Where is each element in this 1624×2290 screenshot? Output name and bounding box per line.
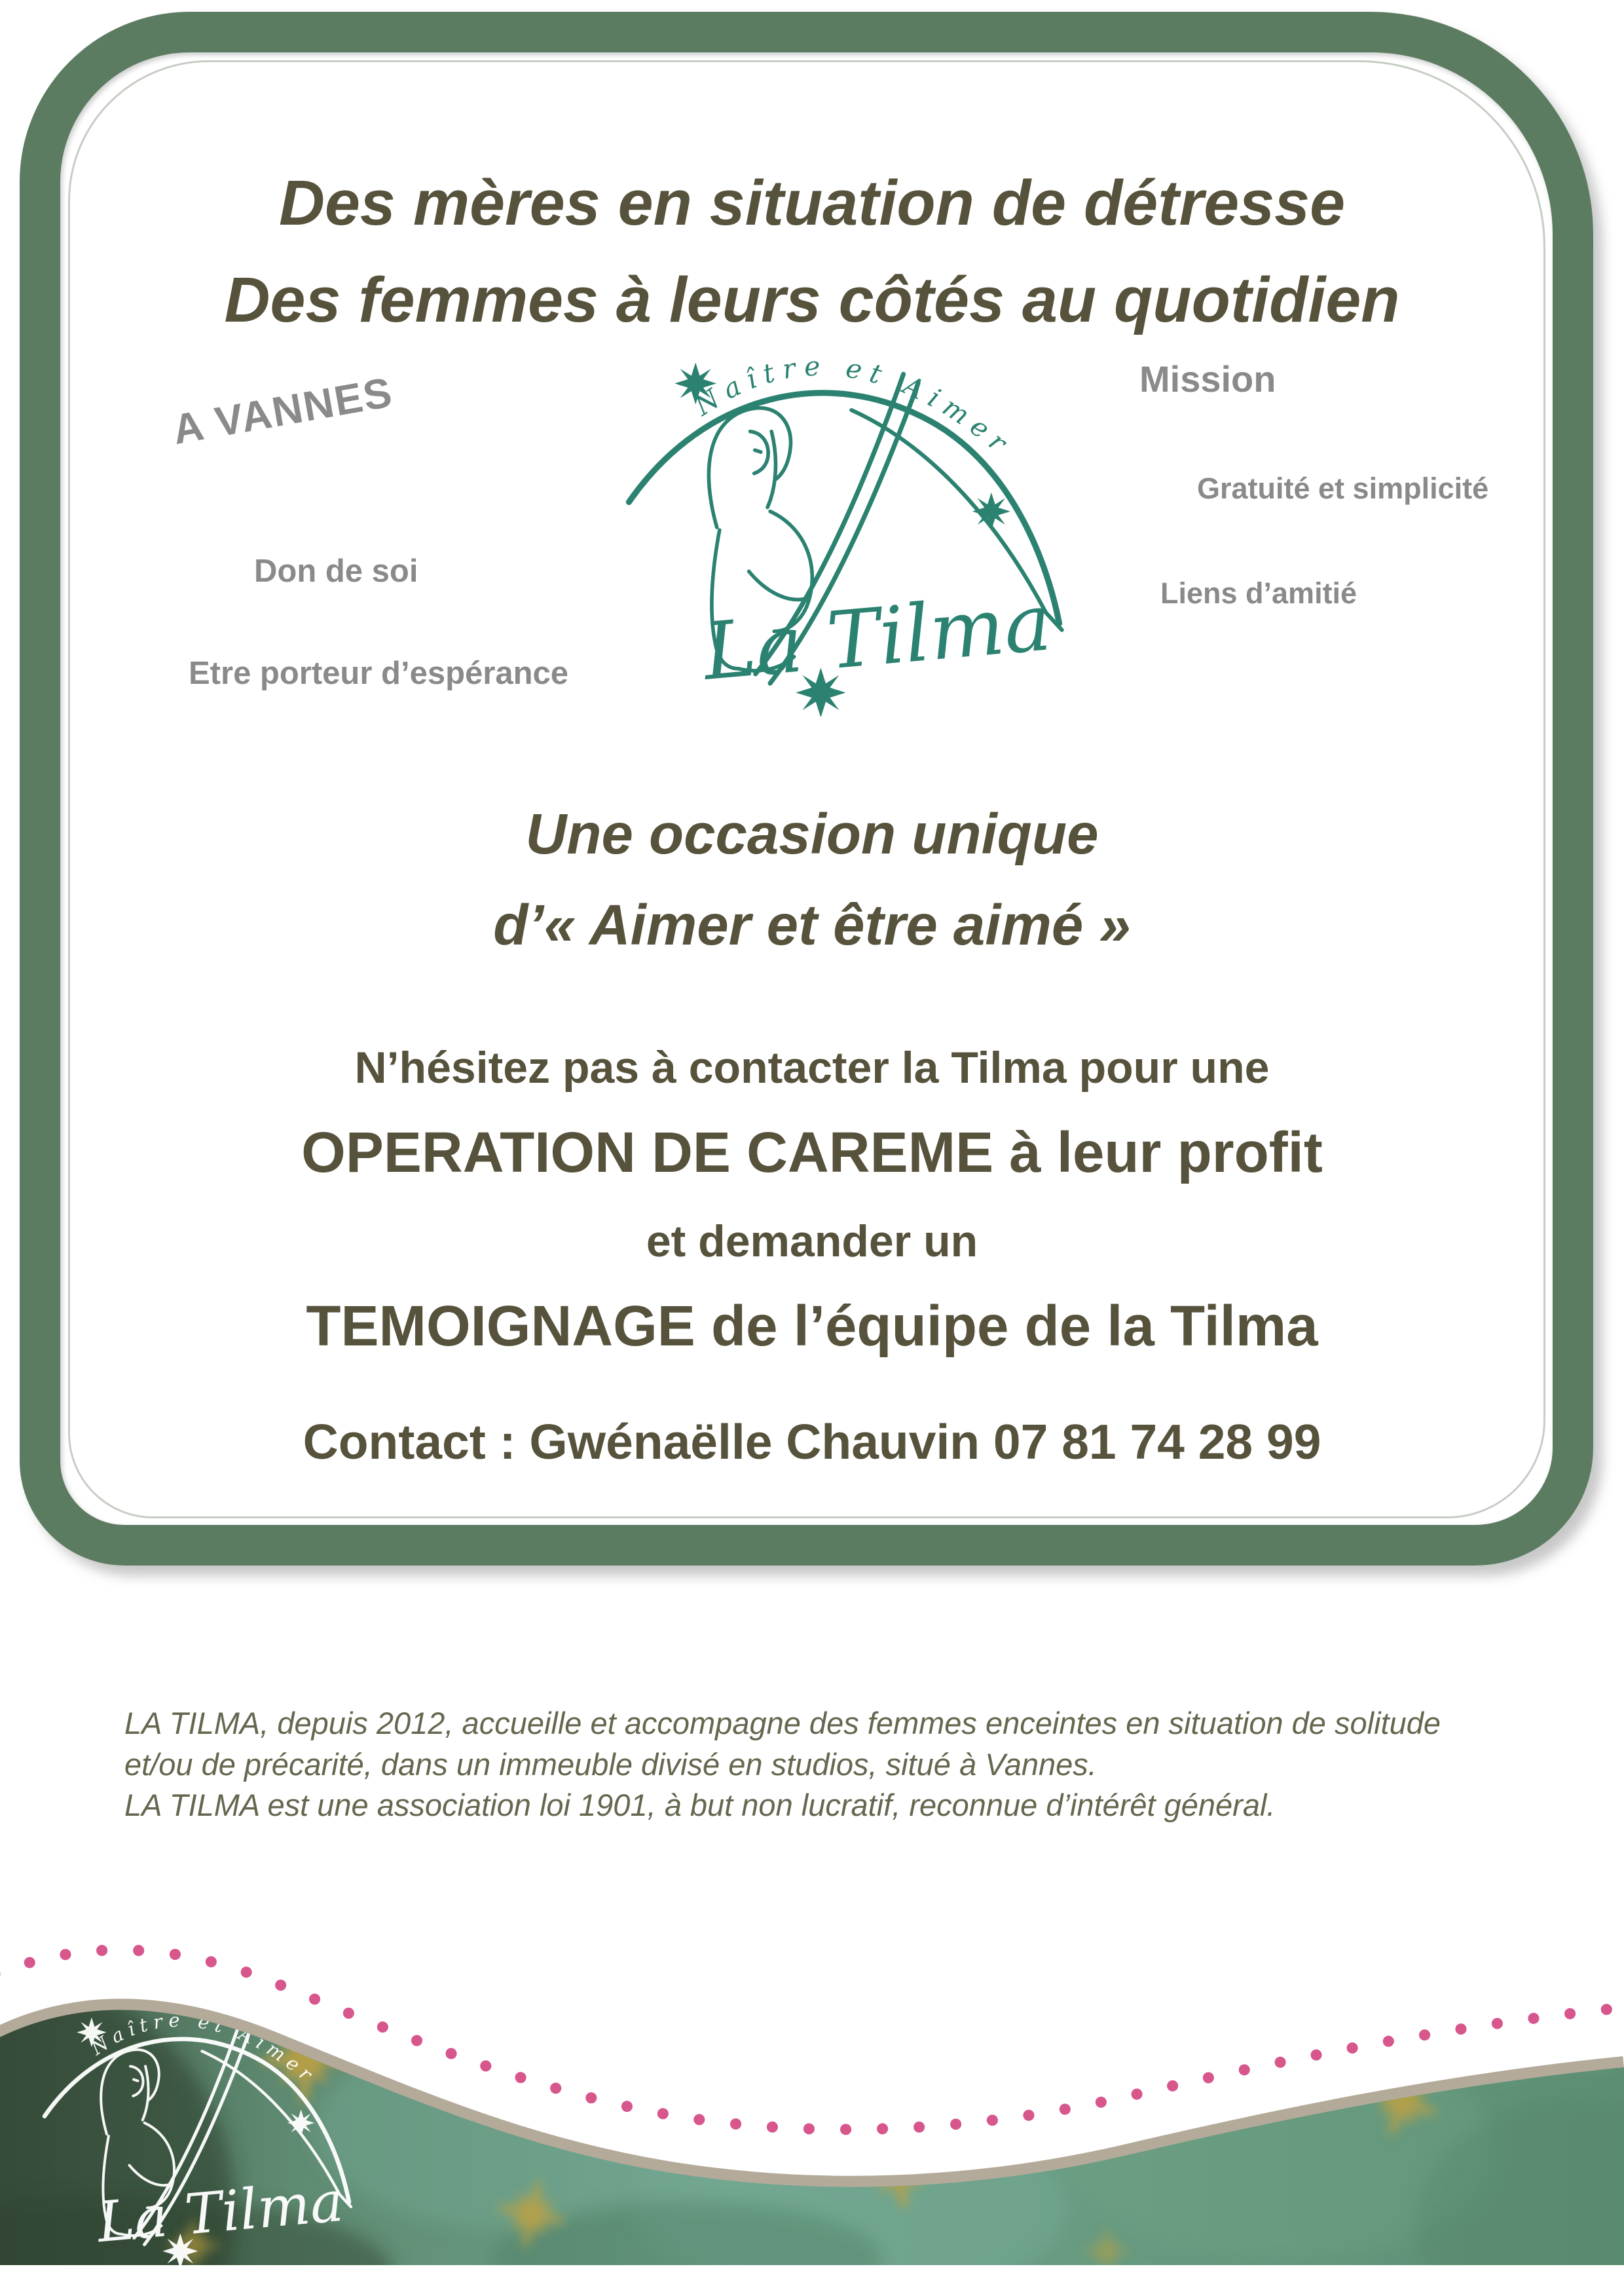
page-title-line2: Des femmes à leurs côtés au quotidien: [224, 264, 1400, 336]
cta-line4: TEMOIGNAGE de l’équipe de la Tilma: [306, 1294, 1318, 1358]
mission-label-liens: Liens d’amitié: [1160, 576, 1357, 610]
mission-heading: Mission: [1139, 358, 1276, 400]
footer-texture: [0, 1932, 1624, 2290]
location-label: A VANNES: [169, 368, 397, 453]
about-line2: et/ou de précarité, dans un immeuble divisé en studios, situé à Vannes.: [124, 1746, 1097, 1782]
mission-label-gratuite: Gratuité et simplicité: [1197, 472, 1489, 505]
highlight-quote: [0, 789, 1624, 971]
page-title-line1: Des mères en situation de détresse: [278, 167, 1346, 238]
about-line1: LA TILMA, depuis 2012, accueille et accompagne des femmes enceintes en situation de solitude: [124, 1706, 1441, 1740]
cta-line2: OPERATION DE CAREME à leur profit: [301, 1121, 1323, 1184]
page-title: [0, 155, 1624, 349]
about-line3: LA TILMA est une association loi 1901, à but non lucratif, reconnue d’intérêt général.: [124, 1788, 1276, 1822]
about-paragraph: [124, 1703, 1526, 1826]
highlight-line1: Une occasion unique: [525, 802, 1099, 866]
value-label-don-de-soi: Don de soi: [254, 554, 418, 589]
la-tilma-logo: [617, 330, 1070, 717]
contact-line: Contact : Gwénaëlle Chauvin 07 81 74 28 99: [303, 1414, 1321, 1469]
cta-line1: N’hésitez pas à contacter la Tilma pour une: [354, 1043, 1270, 1093]
call-to-action: [0, 1043, 1624, 1358]
cta-line3: et demander un: [646, 1216, 978, 1266]
value-label-esperance: Etre porteur d’espérance: [189, 656, 569, 691]
footer-wave-banner: [0, 1932, 1624, 2290]
highlight-line2: d’« Aimer et être aimé »: [493, 893, 1131, 958]
